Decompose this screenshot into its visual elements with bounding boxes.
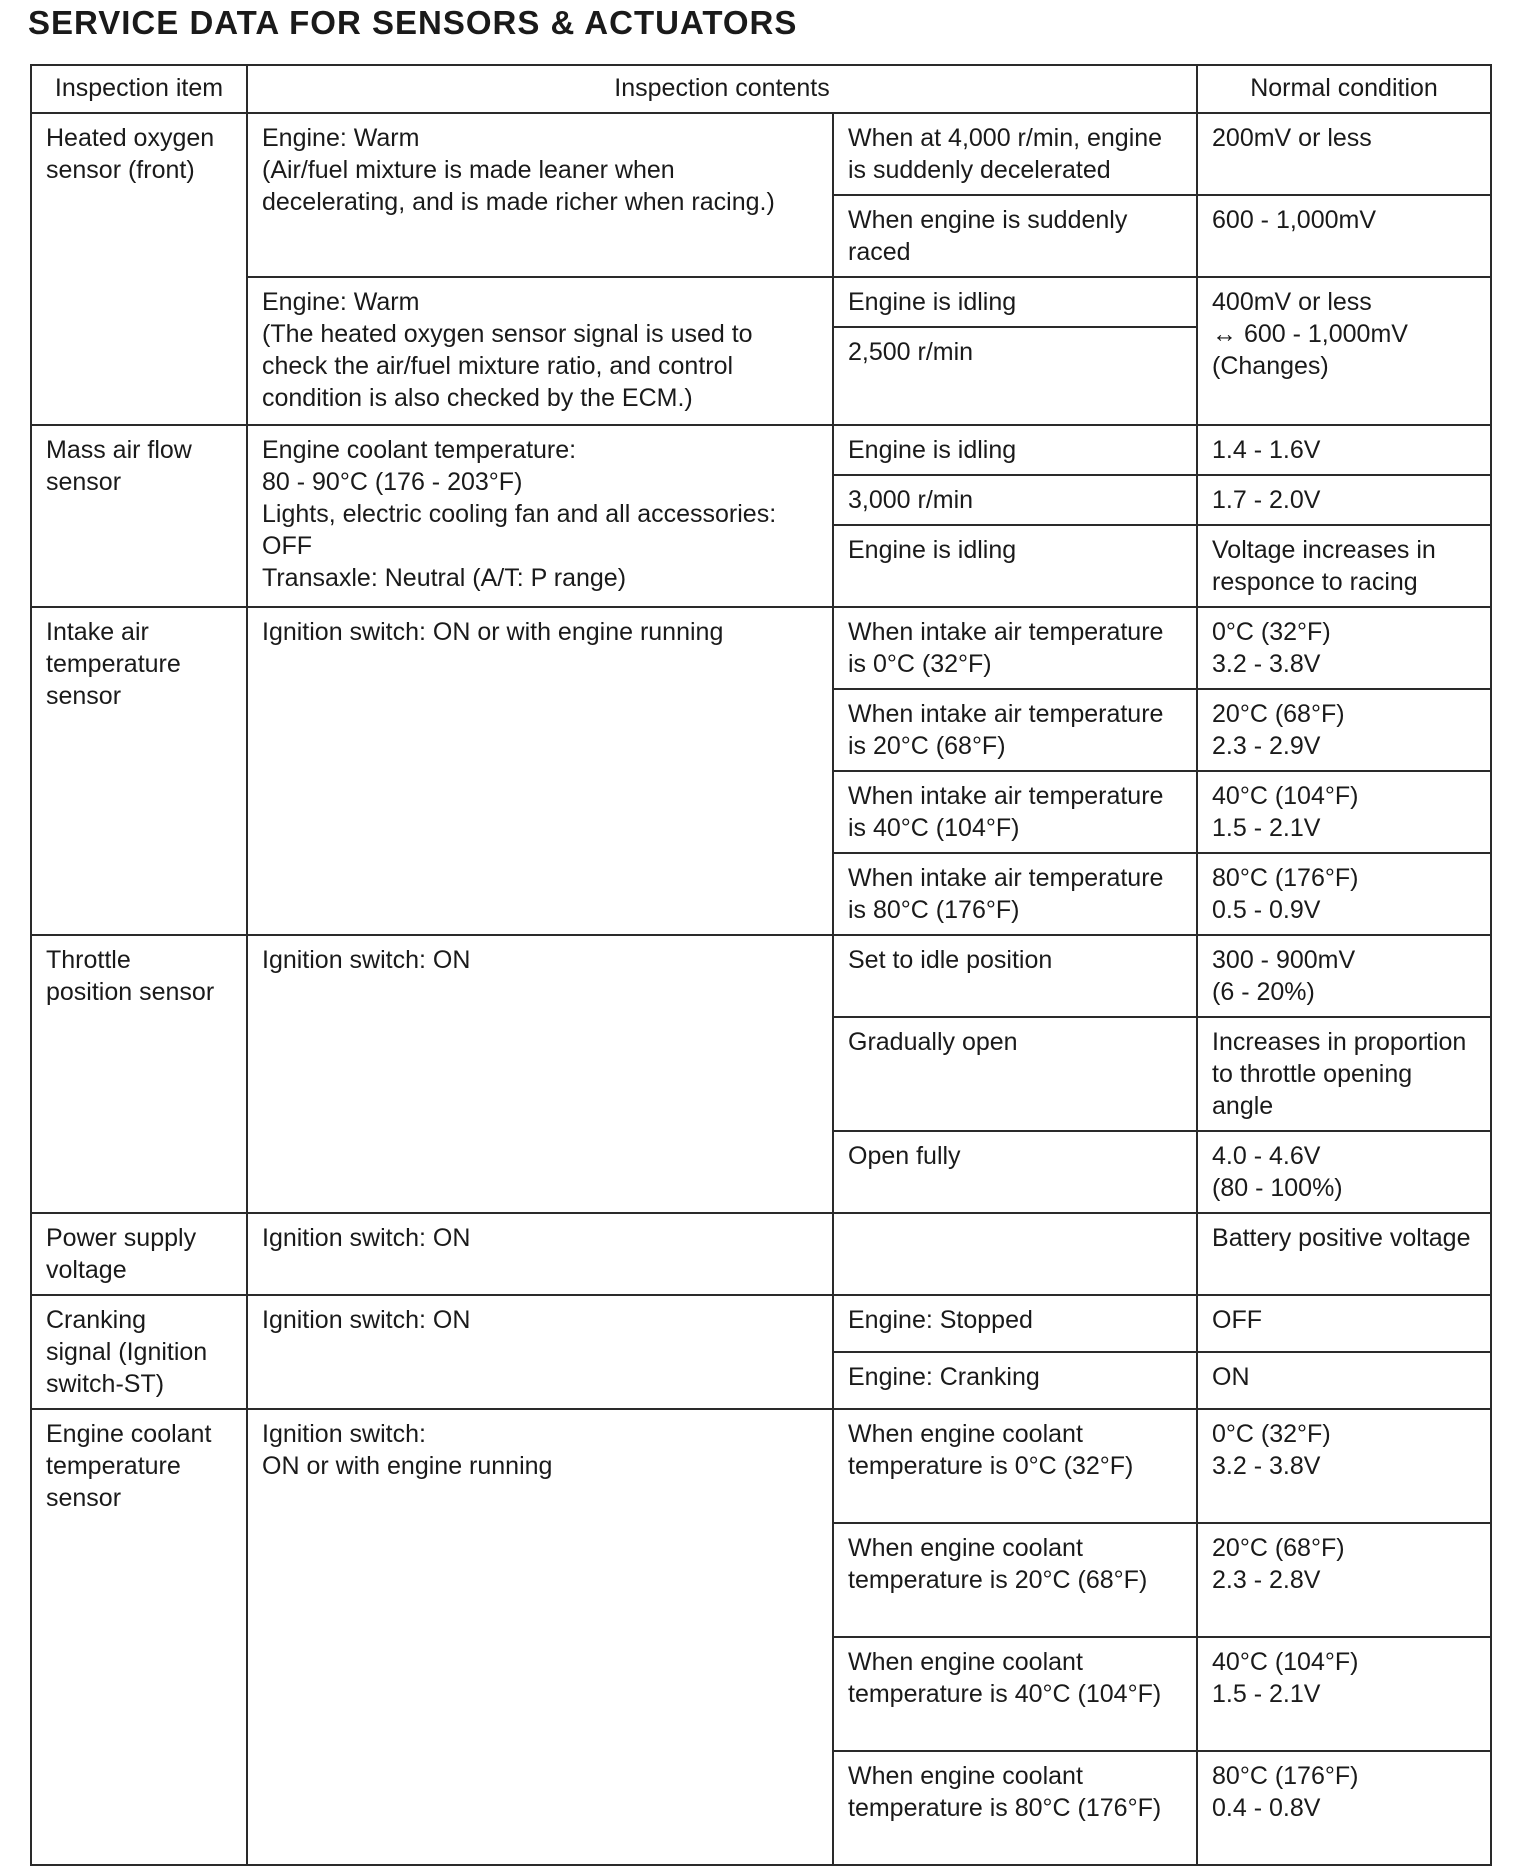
normal-value-cell: Increases in proportion to throttle opening angle — [1197, 1017, 1491, 1131]
condition-cell: Ignition switch: ON — [247, 1213, 833, 1295]
item-cranking-signal: Cranking signal (Ignition switch-ST) — [31, 1295, 247, 1409]
condition-cell: Engine coolant temperature: 80 - 90°C (176 - 203°F) Lights, electric cooling fan and all accessories: OFF Transaxle: Neutral (A/T: P range) — [247, 425, 833, 607]
sub-condition-cell: When intake air temperature is 80°C (176°F) — [833, 853, 1197, 935]
condition-cell: Engine: Warm (Air/fuel mixture is made leaner when decelerating, and is made richer when racing.) — [247, 113, 833, 277]
sub-condition-cell: When engine coolant temperature is 0°C (32°F) — [833, 1409, 1197, 1523]
item-throttle-position-sensor: Throttle position sensor — [31, 935, 247, 1213]
normal-value-cell: 80°C (176°F) 0.4 - 0.8V — [1197, 1751, 1491, 1865]
sub-condition-cell: Engine is idling — [833, 425, 1197, 475]
normal-value-cell: ON — [1197, 1352, 1491, 1409]
sub-condition-cell: When engine coolant temperature is 80°C (176°F) — [833, 1751, 1197, 1865]
normal-value-cell: OFF — [1197, 1295, 1491, 1352]
sub-condition-cell: Set to idle position — [833, 935, 1197, 1017]
table-row — [31, 425, 1491, 475]
normal-value-cell: 1.7 - 2.0V — [1197, 475, 1491, 525]
normal-value-cell: 400mV or less ↔ 600 - 1,000mV (Changes) — [1197, 277, 1491, 425]
table-header-row — [31, 65, 1491, 113]
sub-condition-cell: When intake air temperature is 20°C (68°F) — [833, 689, 1197, 771]
normal-value-cell: Voltage increases in responce to racing — [1197, 525, 1491, 607]
table-row — [31, 1213, 1491, 1295]
sub-condition-cell: When engine coolant temperature is 40°C (104°F) — [833, 1637, 1197, 1751]
sub-condition-cell: Open fully — [833, 1131, 1197, 1213]
normal-value-cell: 4.0 - 4.6V (80 - 100%) — [1197, 1131, 1491, 1213]
sub-condition-cell: When engine coolant temperature is 20°C (68°F) — [833, 1523, 1197, 1637]
item-intake-air-temperature-sensor: Intake air temperature sensor — [31, 607, 247, 935]
normal-value-cell: 20°C (68°F) 2.3 - 2.8V — [1197, 1523, 1491, 1637]
normal-value-cell: 40°C (104°F) 1.5 - 2.1V — [1197, 1637, 1491, 1751]
table-row — [31, 113, 1491, 195]
normal-value-cell: 300 - 900mV (6 - 20%) — [1197, 935, 1491, 1017]
condition-cell: Ignition switch: ON — [247, 1295, 833, 1409]
sub-condition-cell: Engine is idling — [833, 277, 1197, 327]
sub-condition-cell: When intake air temperature is 40°C (104°F) — [833, 771, 1197, 853]
normal-value-cell: 20°C (68°F) 2.3 - 2.9V — [1197, 689, 1491, 771]
item-power-supply-voltage: Power supply voltage — [31, 1213, 247, 1295]
sub-condition-cell: Engine: Stopped — [833, 1295, 1197, 1352]
item-mass-air-flow-sensor: Mass air flow sensor — [31, 425, 247, 607]
sub-condition-cell: When engine is suddenly raced — [833, 195, 1197, 277]
sub-condition-cell: Engine is idling — [833, 525, 1197, 607]
sub-condition-cell: 3,000 r/min — [833, 475, 1197, 525]
condition-cell: Ignition switch: ON or with engine running — [247, 1409, 833, 1865]
table-row — [31, 1409, 1491, 1523]
sub-condition-cell: Engine: Cranking — [833, 1352, 1197, 1409]
sub-condition-cell: 2,500 r/min — [833, 327, 1197, 425]
normal-value-cell: 40°C (104°F) 1.5 - 2.1V — [1197, 771, 1491, 853]
normal-value-cell: 80°C (176°F) 0.5 - 0.9V — [1197, 853, 1491, 935]
service-data-table — [30, 64, 1492, 1866]
normal-value-cell: 200mV or less — [1197, 113, 1491, 195]
header-normal-condition: Normal condition — [1197, 65, 1491, 113]
table-row — [31, 1295, 1491, 1352]
page-title: SERVICE DATA FOR SENSORS & ACTUATORS — [28, 4, 798, 41]
sub-condition-cell: When intake air temperature is 0°C (32°F) — [833, 607, 1197, 689]
normal-value-cell: 0°C (32°F) 3.2 - 3.8V — [1197, 607, 1491, 689]
table-row — [31, 277, 1491, 327]
normal-value-cell: 1.4 - 1.6V — [1197, 425, 1491, 475]
table-row — [31, 935, 1491, 1017]
item-heated-oxygen-sensor: Heated oxygen sensor (front) — [31, 113, 247, 425]
table-row — [31, 607, 1491, 689]
condition-cell: Ignition switch: ON or with engine running — [247, 607, 833, 935]
condition-cell: Ignition switch: ON — [247, 935, 833, 1213]
normal-value-cell: 0°C (32°F) 3.2 - 3.8V — [1197, 1409, 1491, 1523]
sub-condition-cell: When at 4,000 r/min, engine is suddenly decelerated — [833, 113, 1197, 195]
header-inspection-item: Inspection item — [31, 65, 247, 113]
sub-condition-cell: Gradually open — [833, 1017, 1197, 1131]
condition-cell: Engine: Warm (The heated oxygen sensor signal is used to check the air/fuel mixture ratio, and control condition is also checked by the ECM.) — [247, 277, 833, 425]
header-inspection-contents: Inspection contents — [247, 65, 1197, 113]
item-engine-coolant-temperature-sensor: Engine coolant temperature sensor — [31, 1409, 247, 1865]
normal-value-cell: 600 - 1,000mV — [1197, 195, 1491, 277]
sub-condition-cell — [833, 1213, 1197, 1295]
normal-value-cell: Battery positive voltage — [1197, 1213, 1491, 1295]
